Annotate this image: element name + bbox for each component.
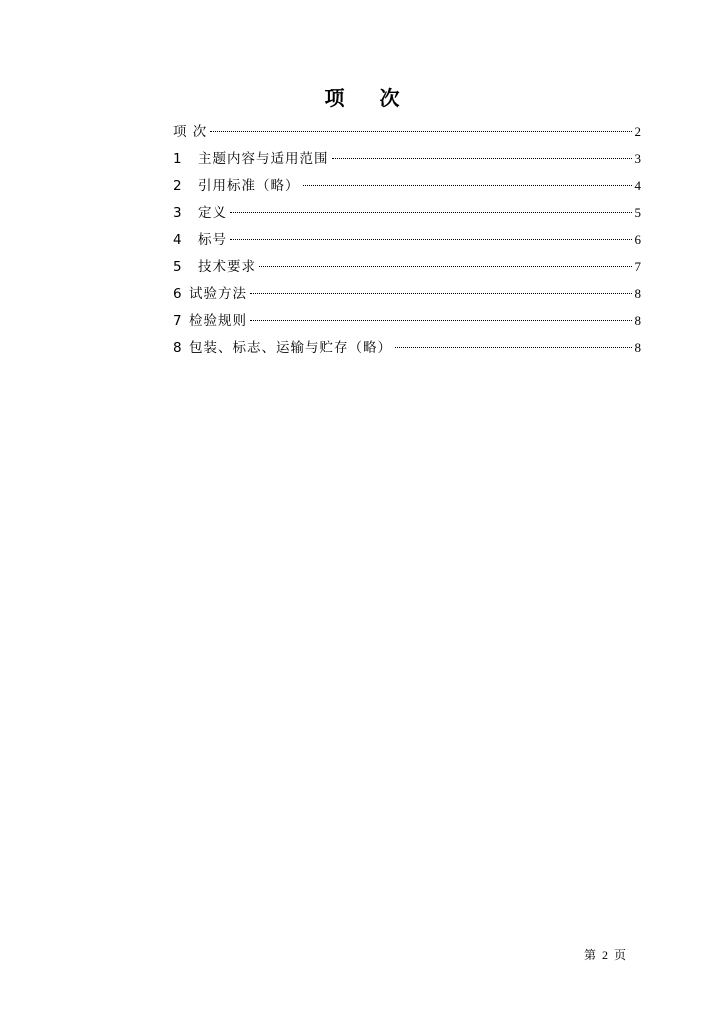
- toc-entry[interactable]: [173, 203, 641, 230]
- toc-entry[interactable]: [173, 311, 641, 338]
- toc-entry-number: 5: [173, 259, 182, 275]
- toc-entry-number: 7: [173, 313, 182, 329]
- table-of-contents: [173, 122, 641, 365]
- toc-entry-page: 8: [634, 340, 641, 355]
- toc-entry-page: 3: [634, 151, 641, 166]
- page-footer: [584, 946, 632, 963]
- toc-leader-dots: [210, 131, 631, 132]
- toc-entry-page: 8: [634, 286, 641, 301]
- toc-entry[interactable]: [173, 149, 641, 176]
- toc-entry[interactable]: [173, 338, 641, 365]
- toc-entry-number: 1: [173, 151, 182, 167]
- footer-prefix: 第: [584, 948, 597, 962]
- toc-leader-dots: [395, 347, 632, 348]
- toc-entry[interactable]: [173, 257, 641, 284]
- toc-entry-label: 试验方法: [189, 286, 247, 302]
- toc-leader-dots: [303, 185, 632, 186]
- toc-entry-label: 主题内容与适用范围: [198, 151, 329, 167]
- toc-entry-number: 4: [173, 232, 182, 248]
- toc-entry-number: 6: [173, 286, 182, 302]
- page-title: 项 次: [324, 86, 414, 110]
- toc-leader-dots: [250, 293, 632, 294]
- toc-leader-dots: [230, 239, 632, 240]
- toc-entry[interactable]: [173, 284, 641, 311]
- toc-leader-dots: [259, 266, 632, 267]
- toc-entry-page: 7: [634, 259, 641, 274]
- toc-entry-label: 检验规则: [189, 313, 247, 329]
- toc-entry-number: 2: [173, 178, 182, 194]
- toc-entry-label: 技术要求: [198, 259, 256, 275]
- footer-page-number: 2: [602, 948, 609, 962]
- footer-suffix: 页: [614, 948, 627, 962]
- toc-entry-number: 3: [173, 205, 182, 221]
- toc-entry-label: 引用标准（略）: [198, 178, 300, 194]
- toc-entry-page: 2: [634, 124, 641, 139]
- toc-entry[interactable]: [173, 230, 641, 257]
- toc-entry[interactable]: [173, 176, 641, 203]
- toc-entry-page: 4: [634, 178, 641, 193]
- toc-leader-dots: [332, 158, 632, 159]
- toc-entry-number: 8: [173, 340, 182, 356]
- toc-entry-label: 定义: [198, 205, 227, 221]
- toc-entry-page: 6: [634, 232, 641, 247]
- toc-entry[interactable]: [173, 122, 641, 149]
- toc-entry-label: 项 次: [173, 124, 208, 140]
- toc-leader-dots: [250, 320, 632, 321]
- toc-entry-page: 8: [634, 313, 641, 328]
- toc-entry-label: 标号: [198, 232, 227, 248]
- toc-entry-page: 5: [634, 205, 641, 220]
- toc-entry-label: 包装、标志、运输与贮存（略）: [189, 340, 392, 356]
- toc-leader-dots: [230, 212, 632, 213]
